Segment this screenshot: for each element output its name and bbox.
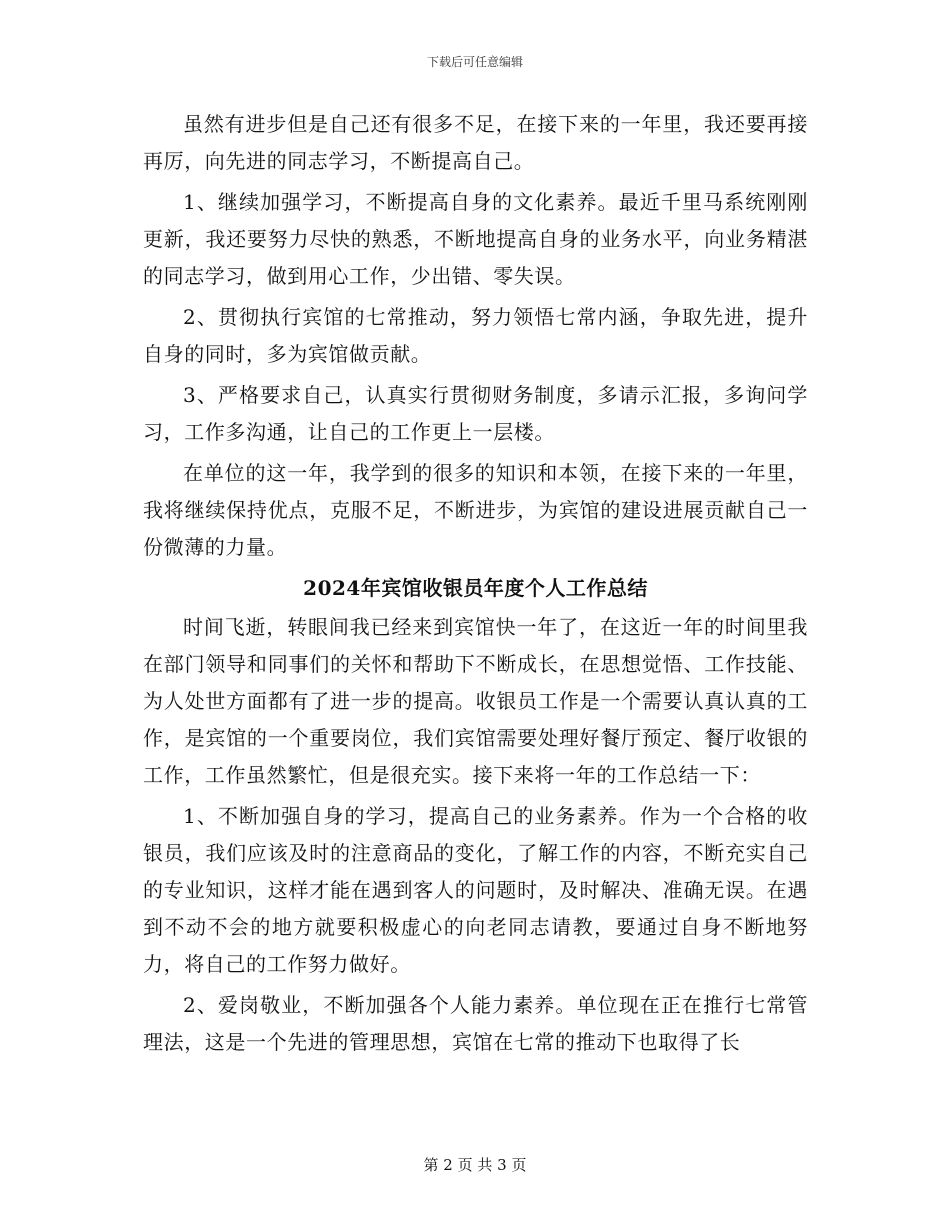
page-number: 第 2 页 共 3 页	[423, 1156, 527, 1174]
body-paragraph: 2、贯彻执行宾馆的七常推动，努力领悟七常内涵，争取先进，提升自身的同时，多为宾馆做贡献。	[143, 305, 808, 366]
body-paragraph: 时间飞逝，转眼间我已经来到宾馆快一年了，在这近一年的时间里我在部门领导和同事们的关怀和帮助下不断成长，在思想觉悟、工作技能、为人处世方面都有了进一步的提高。收银员工作是一个需要认真认真的工作，是宾馆的一个重要岗位，我们宾馆需要处理好餐厅预定、餐厅收银的工作，工作虽然繁忙，但是很充实。接下来将一年的工作总结一下：	[143, 615, 808, 787]
body-paragraph: 1、不断加强自身的学习，提高自己的业务素养。作为一个合格的收银员，我们应该及时的注意商品的变化，了解工作的内容，不断充实自己的专业知识，这样才能在遇到客人的问题时，及时解决、准确无误。在遇到不动不会的地方就要积极虚心的向老同志请教，要通过自身不断地努力，将自己的工作努力做好。	[143, 804, 808, 976]
body-paragraph: 在单位的这一年，我学到的很多的知识和本领，在接下来的一年里，我将继续保持优点，克服不足，不断进步，为宾馆的建设进展贡献自己一份微薄的力量。	[143, 461, 808, 559]
document-body	[143, 106, 808, 1065]
body-paragraph: 2、爱岗敬业，不断加强各个人能力素养。单位现在正在推行七常管理法，这是一个先进的管理思想，宾馆在七常的推动下也取得了长	[143, 993, 808, 1054]
section-title: 2024年宾馆收银员年度个人工作总结	[303, 576, 648, 600]
body-paragraph: 3、严格要求自己，认真实行贯彻财务制度，多请示汇报，多询问学习，工作多沟通，让自己的工作更上一层楼。	[143, 383, 808, 444]
body-paragraph: 虽然有进步但是自己还有很多不足，在接下来的一年里，我还要再接再厉，向先进的同志学习，不断提高自己。	[143, 112, 808, 173]
page-header-note: 下载后可任意编辑	[426, 55, 523, 69]
body-paragraph: 1、继续加强学习，不断提高自身的文化素养。最近千里马系统刚刚更新，我还要努力尽快的熟悉，不断地提高自身的业务水平，向业务精湛的同志学习，做到用心工作，少出错、零失误。	[143, 190, 808, 288]
